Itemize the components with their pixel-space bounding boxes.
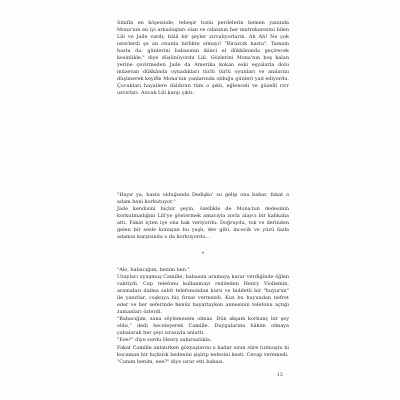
paragraph: "Canım benim, eee?" diye ısrar etti babası. (117, 358, 225, 365)
paragraph-block-3 (117, 267, 289, 366)
paragraph-block-2 (117, 192, 289, 241)
paragraph: Fakat Camille anlatırken gözyaşlarını o kadar uzun süre tutmuştu ki kocaman bir hıçkırık bedenini şişirip nefesini kesti. Cevap veremedi. (117, 344, 289, 358)
paragraph: Uzayları uyuşmuş Camille, babasını aramaya karar verdiğinde öğlen vaktiydi. Cep telefonu kullanmayı reddeden Henry Viollemin, aramaları daima sabit telefonundan kuru ve hiddetli bir "buyurun" ile yanıtlar, coşkuya hiç fırsat vermezdi. Kızı bu huyundan nefret eder ve her seferinde henüz hayattayken annesinin telefonu açtığı zamanları özlerdi. (117, 274, 289, 316)
paragraph: Jade kendisini hiçbir şeyin, özellikle de Mona'nın dedesinin korkutmadığını Lili'ye göstermek amacıyla zorla alaycı bir kahkaha attı. Fakat içten içe ona hak veriyordu: Doğruydu, tok ve derinden gelen bir sesle konuşan bu yaşlı, dev gibi, incecik ve yüzü fazla adamın karşısında o da korkuyordu... (117, 206, 289, 241)
page-number: 13 (277, 373, 283, 378)
paragraph: "Hayır ya, hasta olduğunda Dedişko' su gelip ona bakar, fakat o adam beni korkutuyor." (117, 192, 289, 206)
paragraph: Sinifin en köşesinde, tebeşir tozlu perdelerin hemen yanında Mona'nın en iyi arkadaşları olan ve odasının her metrekaresini bilen Lili ve Jade vardı; hâlâ bir şeyler zırvalıyorlardı. Ah Ah! Ne çok isterlerdi şu an onunla birlikte olmayı! "Birazcık hasta". Tamam hasta da, günlerini babasının ikinci el dükkânında geçirecek kesinlikle," diye düşünüyordu Lili. Gözlerini Mona'nın boş kalan yerine çevirmeden Jade da Amerika kokan eski eşyalarla dolu müzevan dükkânda oynadıkları türlü türlü oyunları ve anılarını düşünerek keyifle Mona'nın yanlarında olduğu günleri yad ediyordu. Çocukları hayallere daldıran tüm o şıklı, eğlenceli ve güzelli rıvr usvırları. Ancak Lili karşı çıktı: (117, 20, 289, 97)
section-separator: * (201, 251, 205, 257)
paragraph: "Babacığım, sana söylemesem olmaz. Dün akşam korkunç bir şey oldu," dedi heceleyerek Camille. Duygularına hâkim olmaya çabalarak her şeyi sırasıyla anlattı. (117, 316, 289, 337)
paragraph: "Alo, babacığım, benim ben." (117, 267, 190, 273)
paragraph: "Eee?" diye sordu Henry sabırsızlıkla. (117, 337, 212, 344)
paragraph-block-1 (117, 20, 289, 98)
